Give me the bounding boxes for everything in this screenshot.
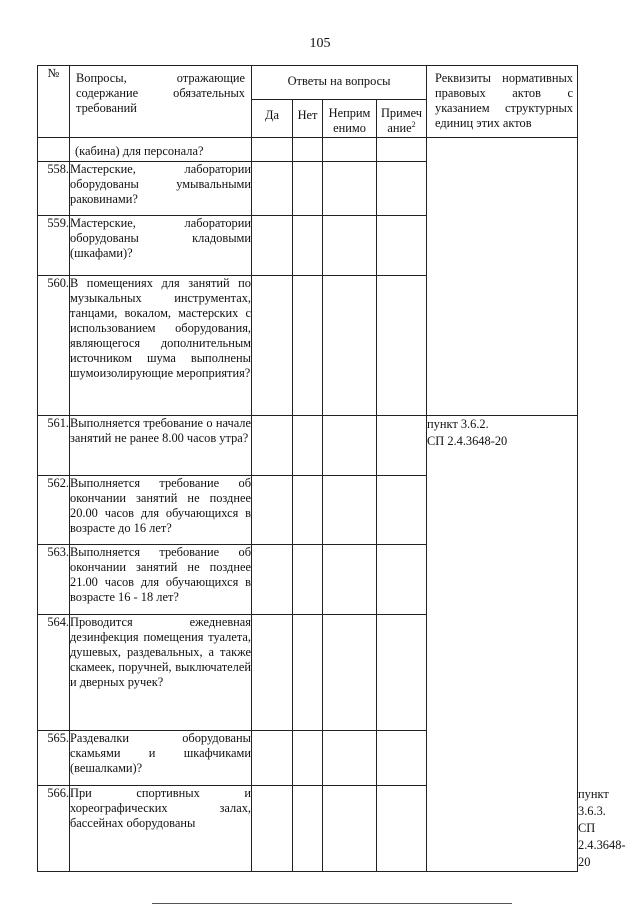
row-number: 559. xyxy=(38,216,70,276)
answer-note-cell[interactable] xyxy=(377,416,427,476)
answer-note-cell[interactable] xyxy=(377,162,427,216)
answer-no-cell[interactable] xyxy=(293,276,323,416)
answer-na-cell[interactable] xyxy=(323,615,377,731)
answer-yes-cell[interactable] xyxy=(252,416,293,476)
answer-note-cell[interactable] xyxy=(377,615,427,731)
answer-yes-cell[interactable] xyxy=(252,786,293,872)
header-no: Нет xyxy=(293,100,323,138)
row-question: Мастерские, лаборатории оборудованы умывальными раковинами? xyxy=(70,162,252,216)
answer-no-cell[interactable] xyxy=(293,545,323,615)
row-question: (кабина) для персонала? xyxy=(70,138,252,162)
row-question: Мастерские, лаборатории оборудованы кладовыми (шкафами)? xyxy=(70,216,252,276)
answer-na-cell[interactable] xyxy=(323,276,377,416)
header-note xyxy=(377,100,427,138)
answer-no-cell[interactable] xyxy=(293,216,323,276)
row-question: Выполняется требование об окончании занятий не позднее 21.00 часов для обучающихся в возрасте 16 - 18 лет? xyxy=(70,545,252,615)
page-bottom-rule xyxy=(152,903,512,904)
header-not-applicable: Неприм енимо xyxy=(323,100,377,138)
answer-na-cell[interactable] xyxy=(323,731,377,786)
row-number: 558. xyxy=(38,162,70,216)
row-number: 565. xyxy=(38,731,70,786)
answer-no-cell[interactable] xyxy=(293,416,323,476)
answer-na-cell[interactable] xyxy=(323,786,377,872)
requisites-cell-empty xyxy=(427,138,578,416)
row-number: 561. xyxy=(38,416,70,476)
row-number: 562. xyxy=(38,476,70,545)
answer-yes-cell[interactable] xyxy=(252,731,293,786)
header-question: Вопросы, отражающие содержание обязательных требований xyxy=(70,66,252,138)
row-number: 566. xyxy=(38,786,70,872)
requisites-cell xyxy=(427,416,578,872)
answer-na-cell[interactable] xyxy=(323,476,377,545)
row-question: Проводится ежедневная дезинфекция помещения туалета, душевых, раздевальных, а также скамеек, поручней, выключателей и дверных ручек? xyxy=(70,615,252,731)
table-row xyxy=(38,138,578,162)
answer-no-cell[interactable] xyxy=(293,615,323,731)
answer-no-cell[interactable] xyxy=(293,138,323,162)
answer-note-cell[interactable] xyxy=(377,786,427,872)
header-yes: Да xyxy=(252,100,293,138)
table-row xyxy=(38,416,578,476)
answer-yes-cell[interactable] xyxy=(252,162,293,216)
answer-na-cell[interactable] xyxy=(323,216,377,276)
header-num: № xyxy=(38,66,70,138)
answer-yes-cell[interactable] xyxy=(252,545,293,615)
table-row: 566. При спортивных и хореографических залах, бассейнах оборудованы пункт 3.6.3. СП 2.4.3648-20 xyxy=(38,786,578,872)
row-number: 564. xyxy=(38,615,70,731)
row-question: В помещениях для занятий по музыкальных инструментах, танцами, вокалом, мастерских с использованием оборудования, являющегося дополнительным источником шума выполнены шумоизолирующие мероприятия? xyxy=(70,276,252,416)
answer-no-cell[interactable] xyxy=(293,731,323,786)
row-question: Выполняется требование о начале занятий не ранее 8.00 часов утра? xyxy=(70,416,252,476)
answer-note-cell[interactable] xyxy=(377,476,427,545)
answer-yes-cell[interactable] xyxy=(252,216,293,276)
answer-yes-cell[interactable] xyxy=(252,276,293,416)
answer-note-cell[interactable] xyxy=(377,276,427,416)
header-answers: Ответы на вопросы xyxy=(252,66,427,100)
row-question: Раздевалки оборудованы скамьями и шкафчиками (вешалками)? xyxy=(70,731,252,786)
answer-note-cell[interactable] xyxy=(377,138,427,162)
answer-na-cell[interactable] xyxy=(323,545,377,615)
answer-yes-cell[interactable] xyxy=(252,476,293,545)
row-number xyxy=(38,138,70,162)
header-requisites: Реквизиты нормативных правовых актов с указанием структурных единиц этих актов xyxy=(427,66,578,138)
answer-no-cell[interactable] xyxy=(293,162,323,216)
row-question: Выполняется требование об окончании занятий не позднее 20.00 часов для обучающихся в возрасте до 16 лет? xyxy=(70,476,252,545)
answer-yes-cell[interactable] xyxy=(252,615,293,731)
answer-yes-cell[interactable] xyxy=(252,138,293,162)
row-question: При спортивных и хореографических залах, бассейнах оборудованы xyxy=(70,786,252,872)
page-number: 105 xyxy=(309,36,331,51)
answer-na-cell[interactable] xyxy=(323,416,377,476)
answer-note-cell[interactable] xyxy=(377,216,427,276)
answer-na-cell[interactable] xyxy=(323,162,377,216)
header-note-sup: 2 xyxy=(411,119,416,129)
row-number: 560. xyxy=(38,276,70,416)
answer-note-cell[interactable] xyxy=(377,545,427,615)
reference-document: СП 2.4.3648-20 xyxy=(427,434,508,448)
row-number: 563. xyxy=(38,545,70,615)
answer-na-cell[interactable] xyxy=(323,138,377,162)
header-row xyxy=(38,66,578,100)
reference-point: пункт 3.6.2. xyxy=(427,417,489,431)
answer-no-cell[interactable] xyxy=(293,476,323,545)
answer-no-cell[interactable] xyxy=(293,786,323,872)
checklist-table xyxy=(37,65,626,872)
header-note-text: Примеч ание xyxy=(380,106,423,135)
answer-note-cell[interactable] xyxy=(377,731,427,786)
